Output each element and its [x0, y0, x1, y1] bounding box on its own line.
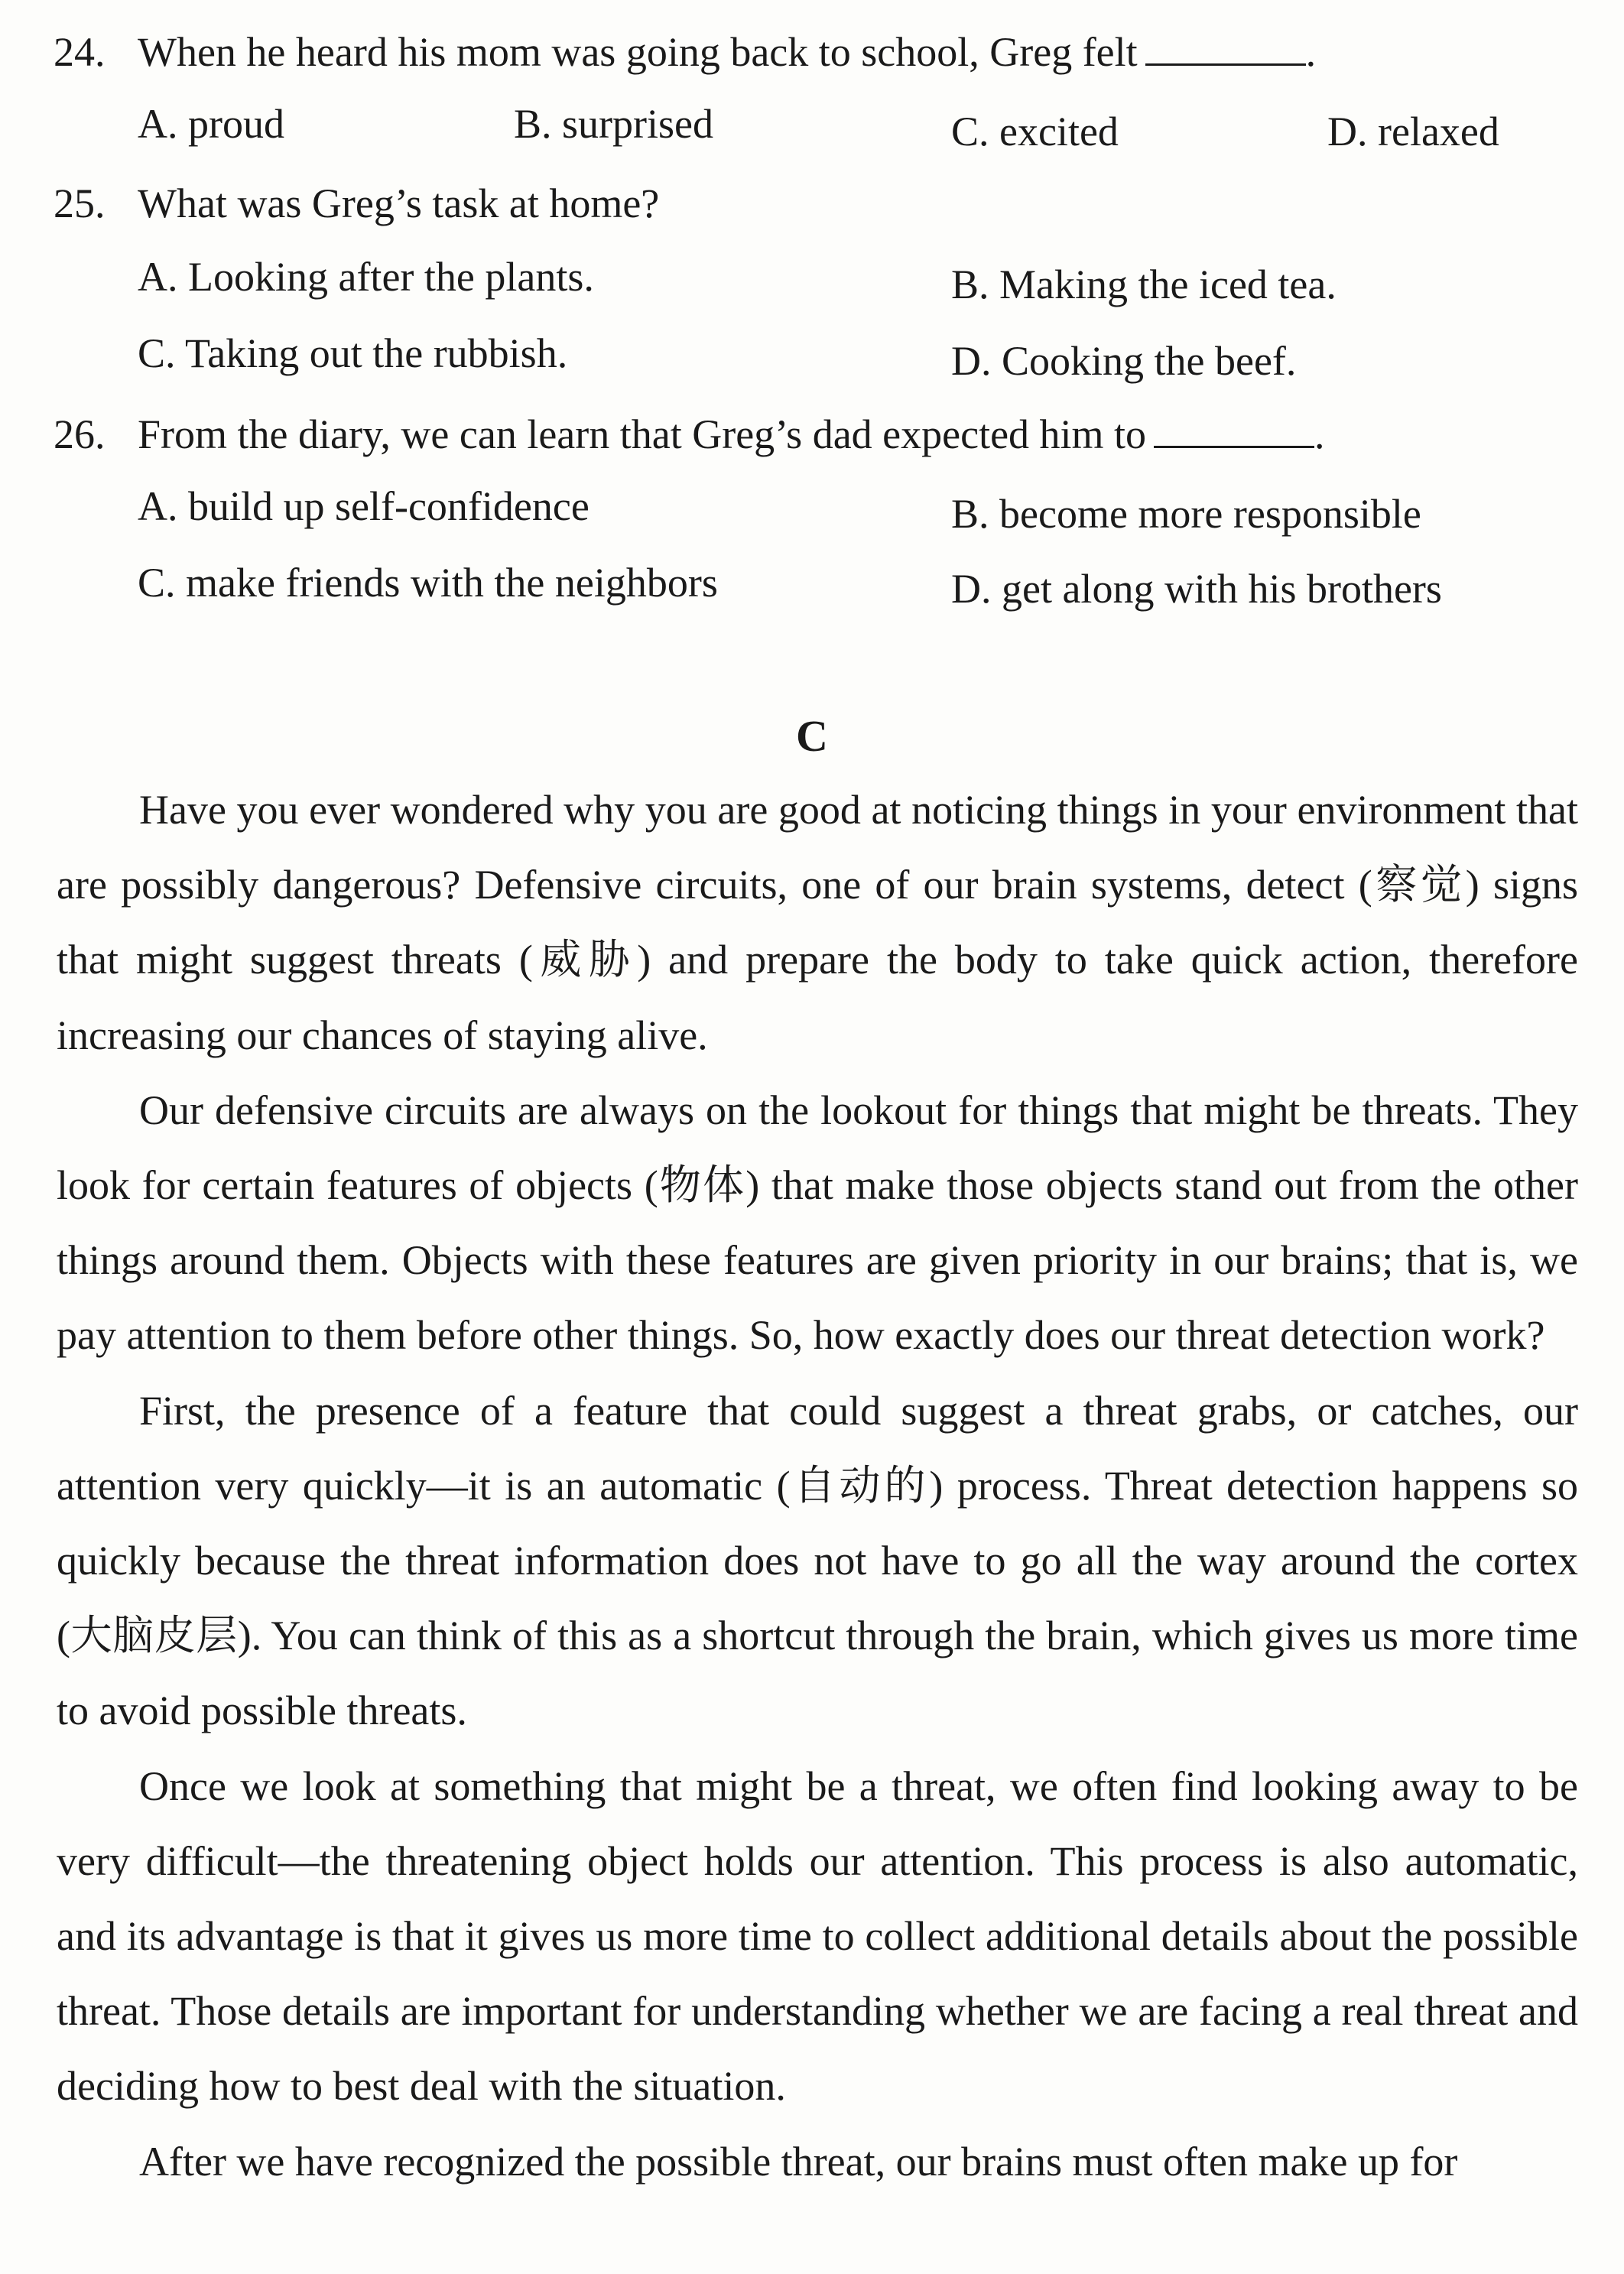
question-suffix: .: [1314, 411, 1325, 457]
answer-blank: [1154, 412, 1314, 448]
option-25-c: C. Taking out the rubbish.: [138, 330, 568, 376]
option-26-a: A. build up self-confidence: [138, 483, 590, 529]
passage-paragraph: Have you ever wondered why you are good at noticing things in your environment that are possibly dangerous? Defensive circuits, one of our brain systems, detect (察觉) signs that might suggest threats (威胁) and prepare the body to take quick action, therefore increasing our chances of staying alive.: [57, 787, 1578, 1058]
option-24-c: C. excited: [951, 109, 1119, 154]
option-24-d: D. relaxed: [1327, 109, 1499, 154]
question-26-stem: [54, 410, 1325, 459]
option-26-b: B. become more responsible: [951, 491, 1421, 537]
question-text: When he heard his mom was going back to school, Greg felt: [138, 29, 1138, 75]
passage-paragraph: First, the presence of a feature that could suggest a threat grabs, or catches, our attention very quickly—it is an automatic (自动的) process. Threat detection happens so quickly because the threat information does not have to go all the way around the cortex (大脑皮层). You can think of this as a shortcut through the brain, which gives us more time to avoid possible threats.: [57, 1387, 1578, 1734]
option-25-b: B. Making the iced tea.: [951, 262, 1337, 307]
option-24-b: B. surprised: [514, 101, 713, 147]
question-number: 24.: [54, 29, 106, 75]
reading-passage: [57, 772, 1578, 2199]
option-26-d: D. get along with his brothers: [951, 566, 1442, 612]
question-number: 26.: [54, 411, 106, 457]
question-text: From the diary, we can learn that Greg’s dad expected him to: [138, 411, 1147, 457]
question-number: 25.: [54, 180, 106, 226]
passage-paragraph: After we have recognized the possible threat, our brains must often make up for: [139, 2138, 1458, 2185]
passage-paragraph: Our defensive circuits are always on the lookout for things that might be threats. They look for certain features of objects (物体) that make those objects stand out from the other things around them. Objects with these features are given priority in our brains; that is, we pay attention to them before other things. So, how exactly does our threat detection work?: [57, 1087, 1578, 1359]
answer-blank: [1145, 30, 1306, 66]
section-title: C: [796, 711, 828, 761]
option-25-d: D. Cooking the beef.: [951, 338, 1297, 384]
question-text: What was Greg’s task at home?: [138, 180, 660, 226]
option-25-a: A. Looking after the plants.: [138, 254, 594, 300]
option-24-a: A. proud: [138, 101, 284, 147]
passage-paragraph: Once we look at something that might be a threat, we often find looking away to be very difficult—the threatening object holds our attention. This process is also automatic, and its advantage is that it gives us more time to collect additional details about the possible threat. Those details are important for understanding whether we are facing a real threat and deciding how to best deal with the situation.: [57, 1762, 1578, 2110]
question-25-stem: [54, 179, 659, 228]
option-26-c: C. make friends with the neighbors: [138, 560, 718, 606]
question-suffix: .: [1305, 29, 1317, 75]
question-24-stem: [54, 28, 1316, 76]
